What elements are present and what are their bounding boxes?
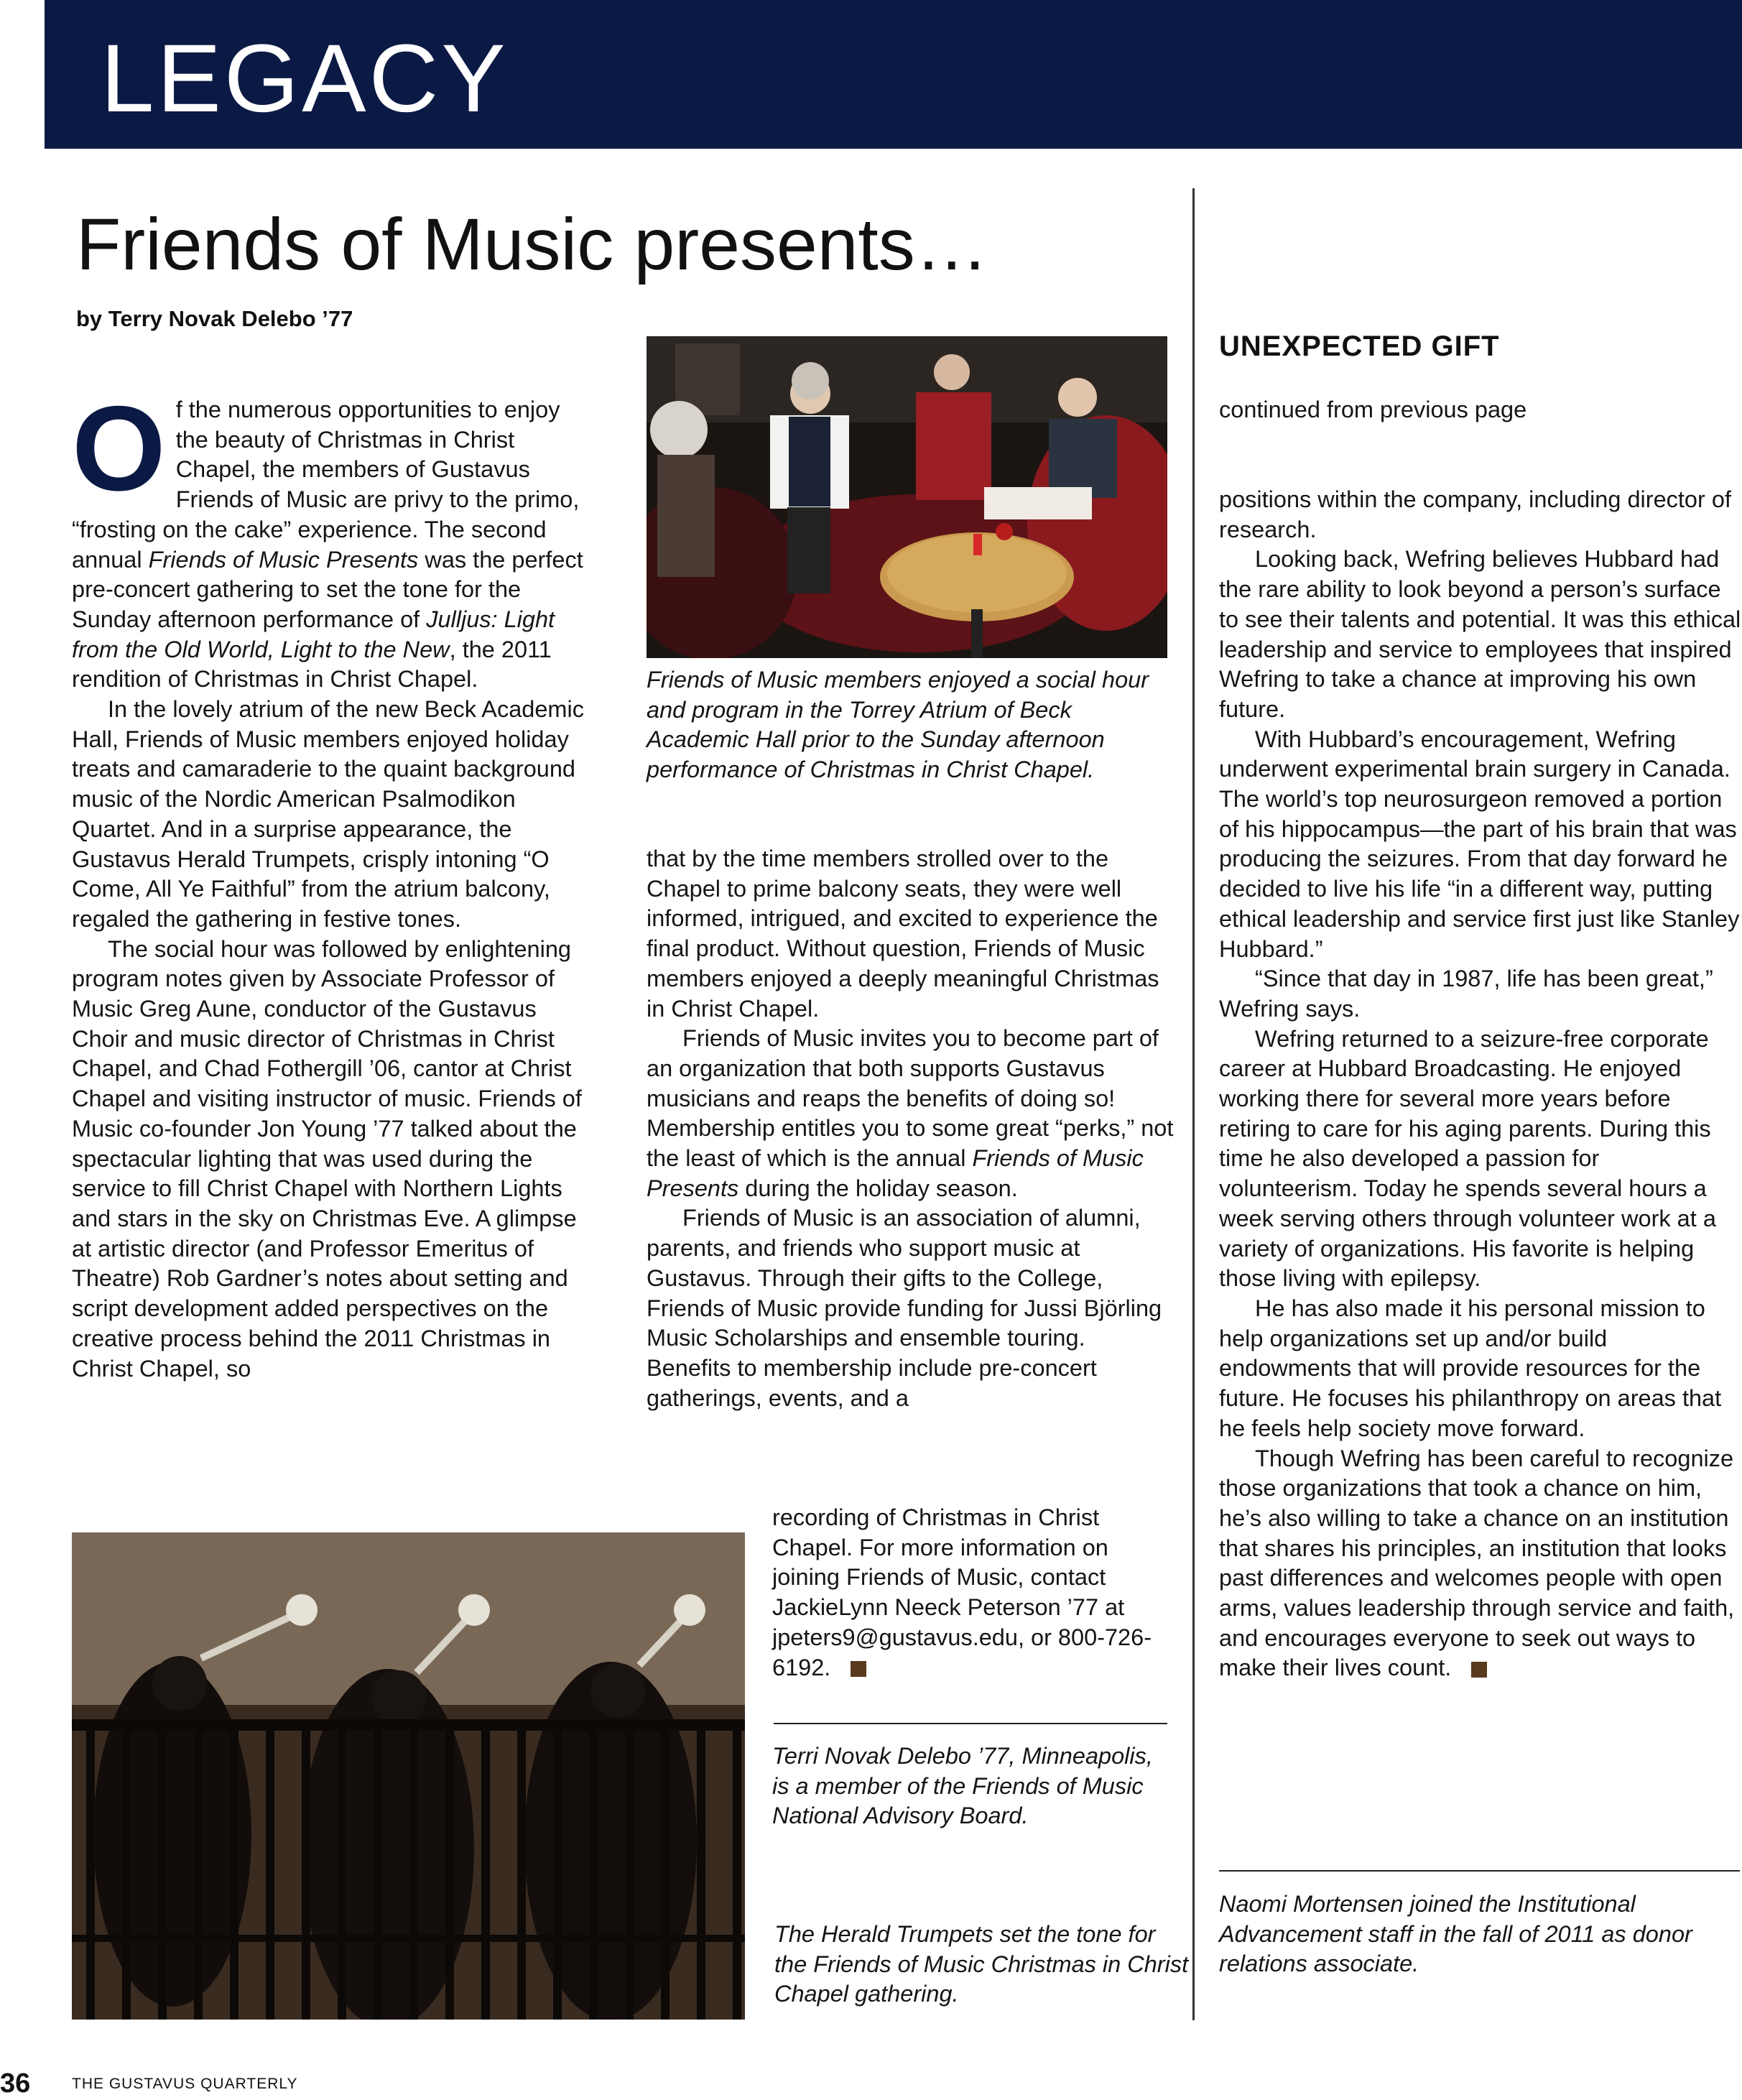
paragraph: In the lovely atrium of the new Beck Academic Hall, Friends of Music members enjoyed holiday treats and camaraderie to the quaint background music of the Nordic American Psalmodikon Quartet. And in a surprise appearance, the Gustavus Herald Trumpets, crisply intoning “O Come, All Ye Faithful” from the atrium balcony, regaled the gathering in festive tones.	[72, 696, 584, 932]
continued-note: continued from previous page	[1219, 397, 1527, 422]
article-column-1	[72, 381, 596, 1384]
text-run: , the 2011 rendition of Christmas in Christ Chapel.	[72, 636, 552, 693]
paragraph: that by the time members strolled over to the Chapel to prime balcony seats, they were well informed, intrigued, and excited to experience the final product. Without question, Friends of Music members enjoyed a deeply meaningful Christmas in Christ Chapel.	[647, 846, 1159, 1022]
article-column-2-continued	[772, 1503, 1182, 1683]
author-note: Terri Novak Delebo ’77, Minneapolis, is a member of the Friends of Music National Advisory Board.	[772, 1743, 1153, 1829]
article-headline: Friends of Music presents…	[76, 203, 988, 285]
paragraph: Looking back, Wefring believes Hubbard had the rare ability to look beyond a person’s surface to see their talents and potential. It was this ethical leadership and service to employees that inspired Wefring to take a chance at improving his own future.	[1219, 546, 1741, 722]
social-hour-photo	[647, 336, 1167, 658]
column-divider	[1192, 188, 1195, 2020]
paragraph: positions within the company, including director of research.	[1219, 486, 1731, 542]
paragraph: “Since that day in 1987, life has been great,” Wefring says.	[1219, 966, 1713, 1022]
section-title: LEGACY	[101, 25, 509, 132]
publication-name: THE GUSTAVUS QUARTERLY	[72, 2076, 298, 2092]
herald-trumpets-photo	[72, 1532, 745, 2020]
article-column-2	[647, 844, 1175, 1413]
divider	[774, 1723, 1167, 1724]
event-title: Friends of Music Presents	[647, 1145, 1144, 1201]
drop-cap: O	[72, 381, 166, 516]
page-number: 36	[0, 2068, 31, 2099]
text-run: f the numerous opportunities to enjoy the beauty of Christmas in Christ Chapel, the members of Gustavus Friends of Music are privy to the primo, “frosting on the cake” experience. The second annual	[72, 397, 580, 573]
text-run: was the perfect pre-concert gathering to set the tone for the Sunday afternoon performance of	[72, 546, 583, 632]
text-run: Friends of Music invites you to become part of an organization that both supports Gustavus musicians and reaps the benefits of doing so! Membership entitles you to some great “perks,” not the least of which is the annual	[647, 1025, 1174, 1172]
sidebar-column	[1219, 485, 1742, 1683]
herald-trumpets-caption: The Herald Trumpets set the tone for the Friends of Music Christmas in Christ Chapel gathering.	[774, 1921, 1189, 2007]
text-run: during the holiday season.	[738, 1175, 1018, 1201]
paragraph: He has also made it his personal mission to help organizations set up and/or build endowments that will provide resources for the future. He focuses his philanthropy on areas that he feels help society move forward.	[1219, 1295, 1722, 1441]
herald-trumpets-illustration	[72, 1532, 745, 2020]
performance-title: Julljus: Light from the Old World, Light to the New	[72, 606, 555, 662]
paragraph: The social hour was followed by enlightening program notes given by Associate Professor of Music Greg Aune, conductor of the Gustavus Choir and music director of Christmas in Christ Chapel, and Chad Fothergill ’06, cantor at Christ Chapel and visiting instructor of music. Friends of Music co-founder Jon Young ’77 talked about the spectacular lighting that was used during the service to fill Christ Chapel with Northern Lights and stars in the sky on Christmas Eve. A glimpse at artistic director (and Professor Emeritus of Theatre) Rob Gardner’s notes about setting and script development added perspectives on the creative process behind the 2011 Christmas in Christ Chapel, so	[72, 935, 582, 1382]
paragraph	[1219, 1444, 1742, 1684]
text-run: recording of Christmas in Christ Chapel. For more information on joining Friends of Music, contact JackieLynn Neeck Peterson ’77 at jpeters9@gustavus.edu, or 800-726-6192.	[772, 1504, 1152, 1680]
article-byline: by Terry Novak Delebo ’77	[76, 306, 353, 331]
paragraph	[647, 1024, 1175, 1203]
event-title: Friends of Music Presents	[148, 546, 419, 573]
end-mark-icon	[851, 1661, 866, 1677]
sidebar-author-note: Naomi Mortensen joined the Institutional Advancement staff in the fall of 2011 as donor relations associate.	[1219, 1891, 1692, 1977]
social-hour-illustration	[647, 336, 1167, 658]
paragraph: With Hubbard’s encouragement, Wefring underwent experimental brain surgery in Canada. The world’s top neurosurgeon removed a portion of his hippocampus—the part of his brain that was producing the seizures. From that day forward he decided to live his life “in a different way, putting ethical leadership and service first just like Stanley Hubbard.”	[1219, 726, 1740, 962]
divider	[1219, 1870, 1740, 1872]
paragraph	[772, 1503, 1182, 1683]
sidebar-heading: UNEXPECTED GIFT	[1219, 330, 1500, 362]
end-mark-icon	[1471, 1662, 1487, 1678]
text-run: Though Wefring has been careful to recognize those organizations that took a chance on him, he’s also willing to take a chance on an institution that shares his principles, an institution that looks past differences and welcomes people with open arms, values leadership through service and faith, and encourages everyone to seek out ways to make their lives count.	[1219, 1445, 1735, 1681]
paragraph: Friends of Music is an association of alumni, parents, and friends who support music at Gustavus. Through their gifts to the College, Friends of Music provide funding for Jussi Björling Music Scholarships and ensemble touring. Benefits to membership include pre-concert gatherings, events, and a	[647, 1205, 1162, 1411]
paragraph: Wefring returned to a seizure-free corporate career at Hubbard Broadcasting. He enjoyed working there for several more years before retiring to care for his aging parents. During this time he also developed a passion for volunteerism. Today he spends several hours a week serving others through volunteer work at a variety of organizations. His favorite is helping those living with epilepsy.	[1219, 1025, 1716, 1292]
social-hour-caption: Friends of Music members enjoyed a social hour and program in the Torrey Atrium of Beck Academic Hall prior to the Sunday afternoon performance of Christmas in Christ Chapel.	[647, 667, 1149, 783]
paragraph	[72, 381, 596, 695]
